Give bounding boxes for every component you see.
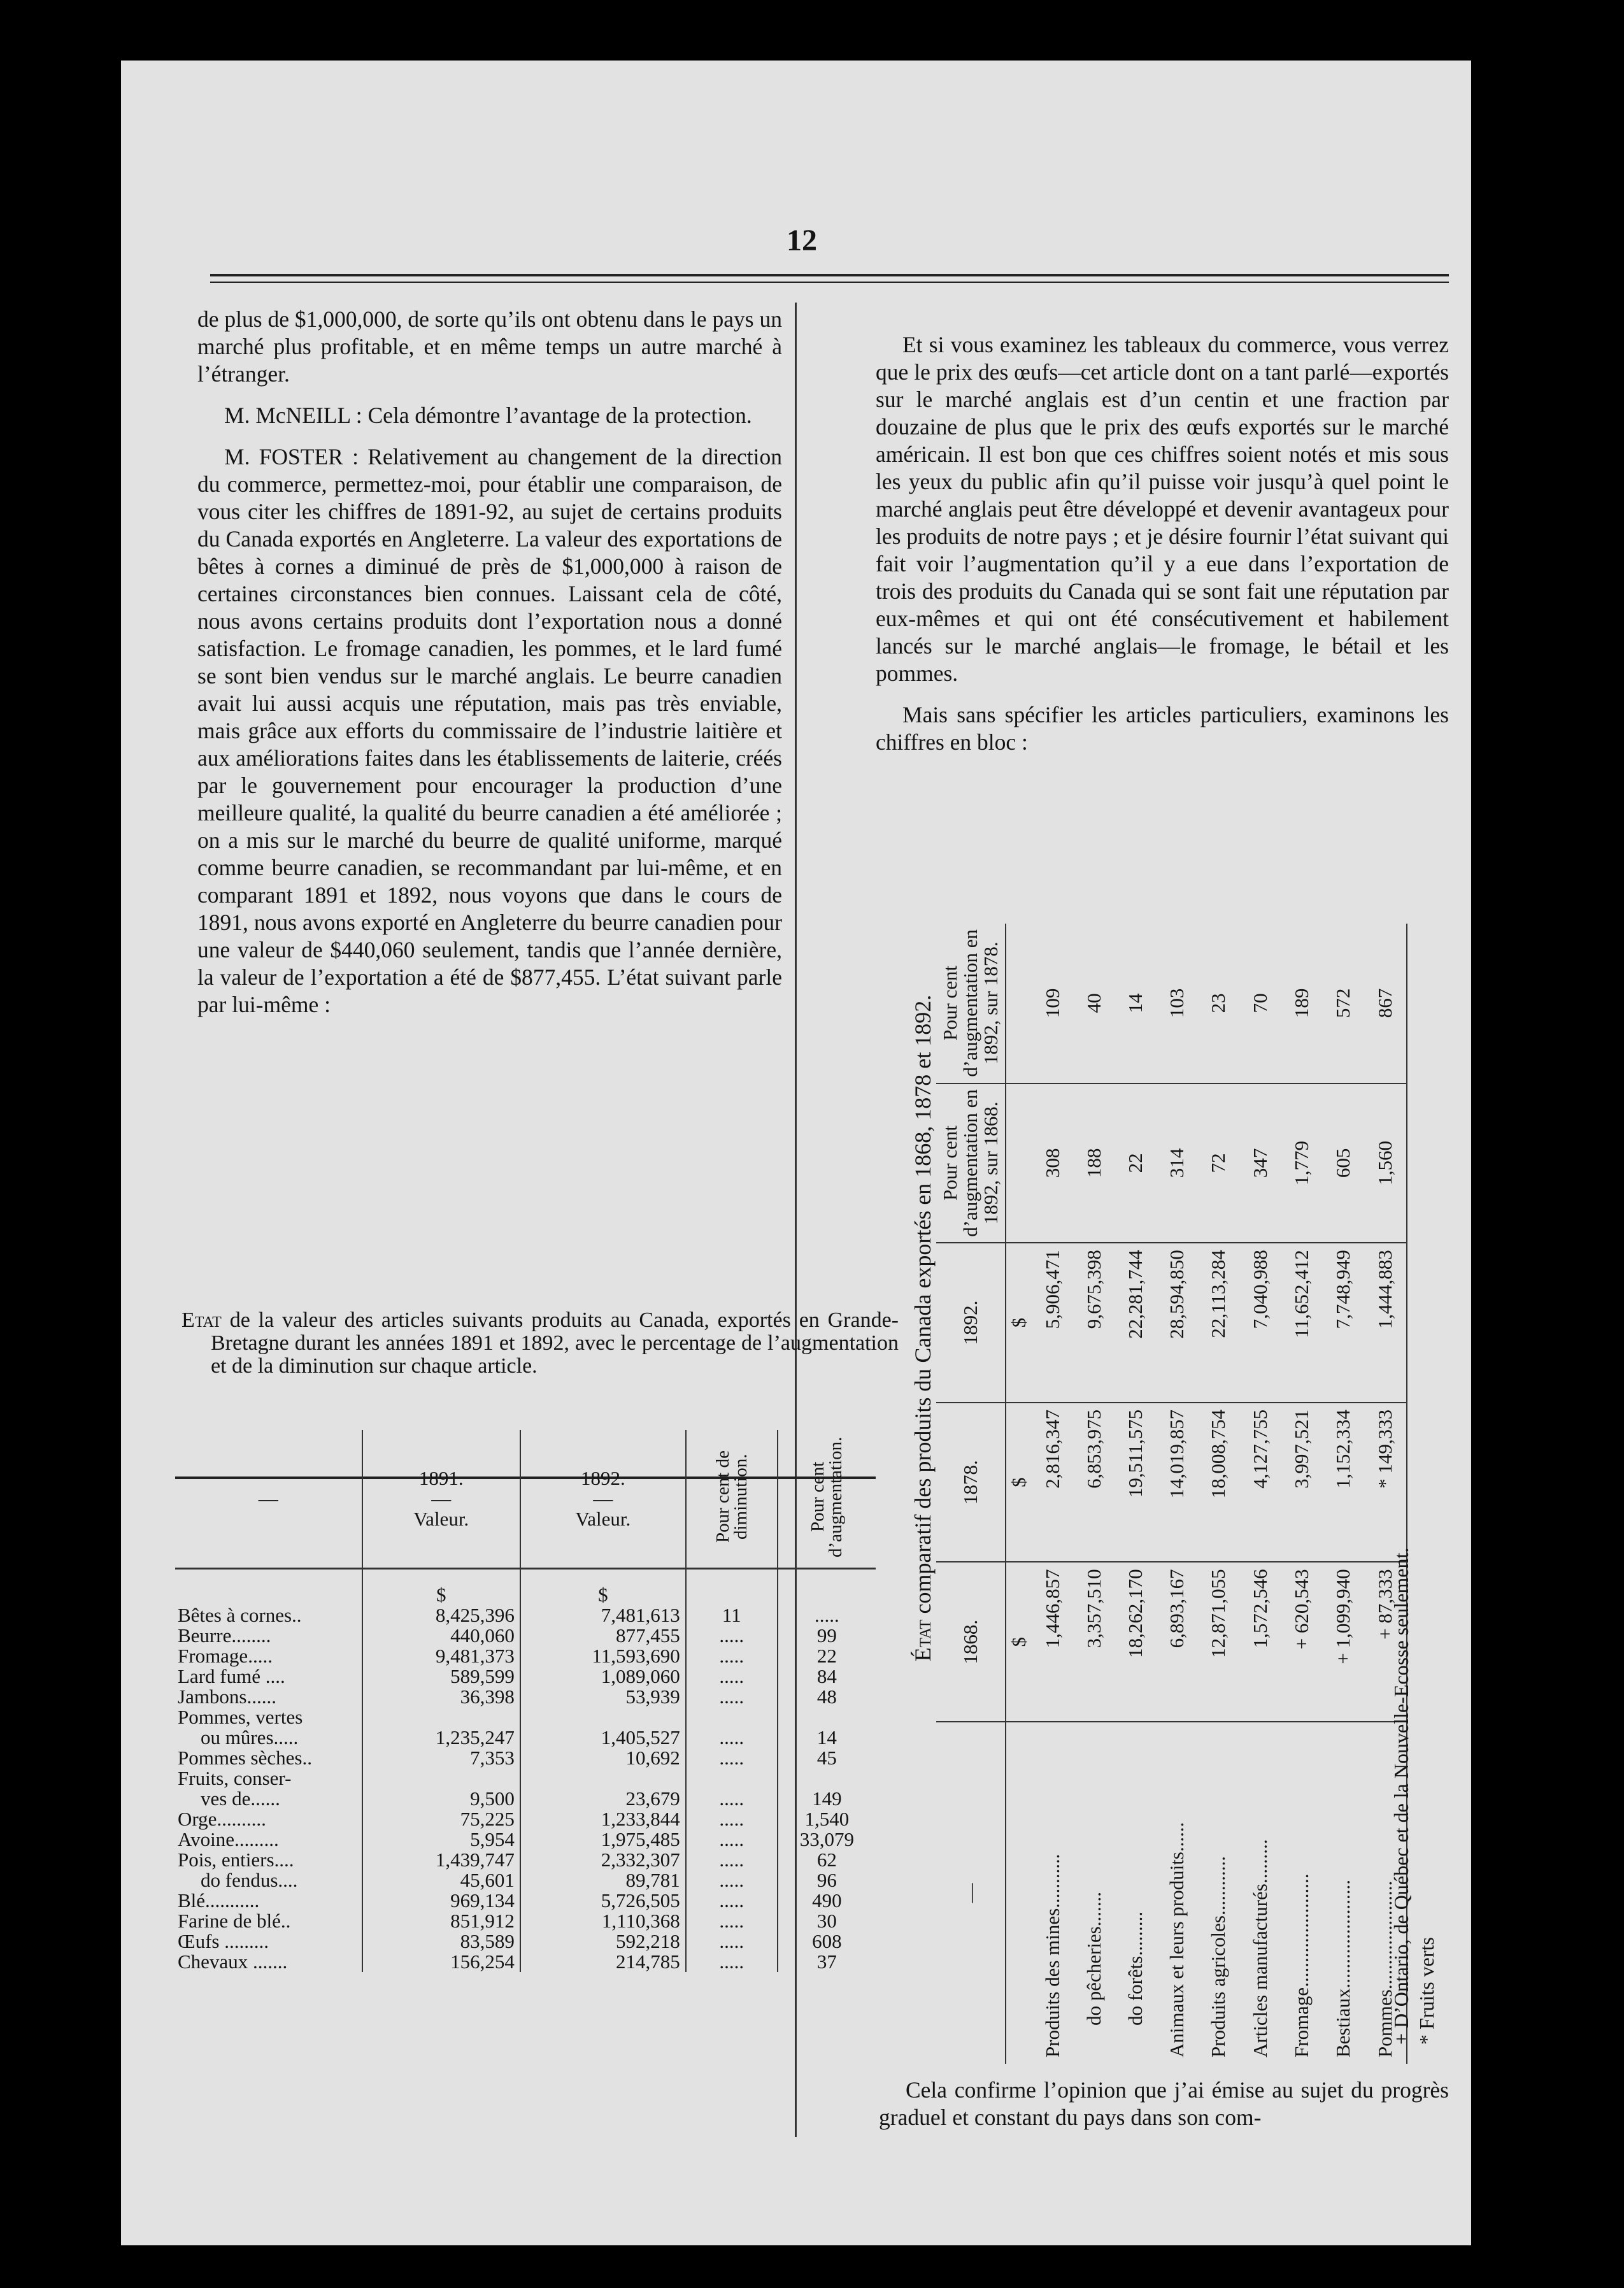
table-cell-pc1878: 109 [1032, 924, 1073, 1083]
table-row [175, 1829, 876, 1850]
table-row [1073, 924, 1115, 2064]
table-cell-v1892: 28,594,850 [1157, 1243, 1198, 1403]
table-cell-item: Fromage..... [178, 1645, 273, 1667]
header-blank: — [936, 1722, 1006, 2064]
table-row [175, 1768, 876, 1789]
table-cell-item: ves de...... [201, 1787, 280, 1810]
table-cell-v1878: 14,019,857 [1157, 1403, 1198, 1562]
table-row [175, 1891, 876, 1911]
table-cell-dim: ..... [686, 1666, 778, 1687]
table-cell [778, 1569, 876, 1606]
table-cell-pc1878: 103 [1157, 924, 1198, 1083]
table-cell-item: Bestiaux...................... [1331, 1880, 1354, 2057]
table-cell [686, 1569, 778, 1606]
table-cell-pc1878: 14 [1115, 924, 1156, 1083]
table-cell-v1892: 1,975,485 [520, 1829, 686, 1850]
header-rule [210, 274, 1449, 276]
table-cell-v1892: 7,040,988 [1239, 1243, 1281, 1403]
currency-symbol: $ [520, 1569, 686, 1606]
table-cell-aug: 490 [778, 1891, 876, 1911]
table-cell-v1892: 11,593,690 [520, 1646, 686, 1666]
table1-caption [182, 1309, 899, 1378]
table-cell-v1878: 3,997,521 [1281, 1403, 1322, 1562]
header-pc-1868: Pour cent d’augmentation en 1892, sur 1868. [936, 1083, 1006, 1243]
table-cell-v1891: 9,481,373 [362, 1646, 520, 1666]
table-cell [1006, 1722, 1032, 2064]
table-cell-dim: ..... [686, 1789, 778, 1809]
table-cell-item: Chevaux ....... [178, 1950, 288, 1973]
table-row [1239, 924, 1281, 2064]
table-cell-pc1868: 308 [1032, 1083, 1073, 1243]
table-cell-aug [778, 1707, 876, 1727]
table-cell-v1868: 1,446,857 [1032, 1562, 1073, 1722]
table-cell-v1891: 36,398 [362, 1687, 520, 1707]
footnote: * Fruits verts [1415, 1937, 1438, 2045]
paragraph [197, 402, 782, 429]
header-1892 [520, 1430, 686, 1569]
table-cell-v1891 [362, 1707, 520, 1727]
diminution-label: Pour cent de diminution. [712, 1450, 751, 1543]
table-cell-aug: 30 [778, 1911, 876, 1931]
table-cell-v1892: 592,218 [520, 1931, 686, 1952]
table-header-row [175, 1430, 876, 1569]
table-cell-pc1878: 189 [1281, 924, 1322, 1083]
table-cell-v1891: 1,439,747 [362, 1850, 520, 1870]
table-cell-item: do pêcheries....... [1082, 1891, 1105, 2026]
table-row [1157, 924, 1198, 2064]
table-cell-dim: ..... [686, 1931, 778, 1952]
table-cell-pc1878: 23 [1198, 924, 1239, 1083]
table-cell-pc1868: 1,560 [1364, 1083, 1407, 1243]
table-cell-v1892: 10,692 [520, 1748, 686, 1768]
value-label: Valeur. [575, 1508, 631, 1530]
table-row [175, 1646, 876, 1666]
speaker-name: M. McNEILL : [224, 403, 362, 428]
title-lead: État [910, 1619, 936, 1662]
table-cell-v1891: 1,235,247 [362, 1727, 520, 1748]
table-cell-item: Fruits, conser- [178, 1767, 292, 1789]
table-row [1115, 924, 1156, 2064]
table-cell-item: Pommes, vertes [178, 1706, 303, 1728]
header-1892: 1892. [936, 1243, 1006, 1403]
caption-text: de la valeur des articles suivants produits au Canada, exportés en Grande-Bretagne durant les années 1891 et 1892, avec le percentage de l’augmentation et de la diminution sur chaque article. [211, 1308, 899, 1378]
table-row [175, 1911, 876, 1931]
paragraph: Et si vous examinez les tableaux du commerce, vous verrez que le prix des œufs—cet article dont on a tant parlé—exportés sur le marché anglais est d’un centin et une fraction par douzaine de plus que le prix des œufs exportés sur le marché américain. Il est bon que ces chiffres soient notés et mis sous les yeux du public afin qu’il puisse voir jusqu’à quel point le marché anglais peut être développé et devenir avantageux pour les produits de notre pays ; et je désire fournir l’état suivant qui fait voir l’augmentation qu’il y a eue dans l’exportation de trois des produits du Canada qui se sont fait une réputation par eux-mêmes et qui ont été consécutivement et habilement lancés sur le marché anglais—le fromage, le bétail et les pommes. [876, 332, 1449, 686]
table-row [1198, 924, 1239, 2064]
table-cell-item: Produits des mines........... [1041, 1854, 1064, 2057]
header-blank: — [175, 1430, 362, 1569]
table-cell-v1892: 53,939 [520, 1687, 686, 1707]
table-cell-v1868: 18,262,170 [1115, 1562, 1156, 1722]
table-cell-pc1878: 867 [1364, 924, 1407, 1083]
table-row [175, 1952, 876, 1972]
paragraph: de plus de $1,000,000, de sorte qu’ils ont obtenu dans le pays un marché plus profitable, et en même temps un autre marché à l’étranger. [197, 306, 782, 387]
table-cell-dim: ..... [686, 1809, 778, 1829]
table-cell-v1892: 7,481,613 [520, 1605, 686, 1626]
currency-symbol: $ [1006, 1243, 1032, 1403]
table-cell-v1878: 6,853,975 [1073, 1403, 1115, 1562]
table-cell-aug: 84 [778, 1666, 876, 1687]
closing-paragraph: Cela confirme l’opinion que j’ai émise au sujet du progrès graduel et constant du pays dans son com- [879, 2077, 1449, 2130]
table-cell-item: Œufs ......... [178, 1930, 269, 1952]
table-cell-v1891: 8,425,396 [362, 1605, 520, 1626]
table-cell-v1878: * 149,333 [1364, 1403, 1407, 1562]
table-cell-aug [778, 1768, 876, 1789]
table-cell-item: Articles manufacturés......... [1248, 1839, 1271, 2057]
table-cell-aug: 608 [778, 1931, 876, 1952]
table-cell-pc1868: 22 [1115, 1083, 1156, 1243]
table-cell-v1892: 1,233,844 [520, 1809, 686, 1829]
table-row [175, 1809, 876, 1829]
table-cell-item: Pommes...................... [1364, 1722, 1407, 2064]
table-cell-pc1868: 605 [1322, 1083, 1364, 1243]
table-cell-v1868: + 620,543 [1281, 1562, 1322, 1722]
table-cell-item: Orge.......... [178, 1808, 266, 1830]
table-cell-pc1878: 572 [1322, 924, 1364, 1083]
table-cell-v1868: + 1,099,940 [1322, 1562, 1364, 1722]
table-cell-item: Jambons...... [178, 1685, 276, 1708]
table-cell-v1891 [362, 1768, 520, 1789]
table-cell-item: ou mûres..... [201, 1726, 299, 1748]
page-number: 12 [787, 224, 817, 257]
dash: — [593, 1487, 613, 1510]
currency-row [1006, 924, 1032, 2064]
caption-lead: Etat [182, 1308, 222, 1332]
table-cell-v1891: 156,254 [362, 1952, 520, 1972]
table-cell-dim: ..... [686, 1727, 778, 1748]
table-cell-dim: ..... [686, 1646, 778, 1666]
header-diminution [686, 1430, 778, 1569]
header-augmentation [778, 1430, 876, 1569]
table-cell-item: do fendus.... [201, 1869, 298, 1891]
table-cell-item: Animaux et leurs produits...... [1165, 1822, 1188, 2057]
table-cell-v1892: 214,785 [520, 1952, 686, 1972]
table-cell-dim: ..... [686, 1911, 778, 1931]
table1 [175, 1430, 876, 1972]
document-page [121, 61, 1471, 2245]
table-cell-item: Lard fumé .... [178, 1665, 285, 1687]
table-cell-item: Fromage....................... [1290, 1873, 1313, 2057]
table-cell [1006, 924, 1032, 1083]
table-cell-v1868: 6,893,167 [1157, 1562, 1198, 1722]
table-cell [1006, 1083, 1032, 1243]
table-row [175, 1727, 876, 1748]
table-cell-v1891: 75,225 [362, 1809, 520, 1829]
table-cell-v1878: 2,816,347 [1032, 1403, 1073, 1562]
table-cell-aug: 1,540 [778, 1809, 876, 1829]
table-cell-v1891: 851,912 [362, 1911, 520, 1931]
speaker-name: M. FOSTER : [224, 444, 359, 469]
table-cell-v1878: 18,008,754 [1198, 1403, 1239, 1562]
table-cell-dim: ..... [686, 1952, 778, 1972]
table-cell-pc1878: 70 [1239, 924, 1281, 1083]
table-cell-dim: ..... [686, 1626, 778, 1646]
table-cell-item: Pommes sèches.. [178, 1747, 312, 1769]
paragraph: Mais sans spécifier les articles particuliers, examinons les chiffres en bloc : [876, 702, 1449, 755]
table-cell-dim [686, 1707, 778, 1727]
table-cell-v1892: 1,089,060 [520, 1666, 686, 1687]
table-header-row [936, 924, 1006, 2064]
table-cell-v1892: 5,906,471 [1032, 1243, 1073, 1403]
table-cell-v1892: 11,652,412 [1281, 1243, 1322, 1403]
speech-text: Relativement au changement de la direction du commerce, permettez-moi, pour établir une comparaison, de vous citer les chiffres de 1891-92, au sujet de certains produits du Canada exportés en Angleterre. La valeur des exportations de bêtes à cornes a diminué de près de $1,000,000 à raison de certaines circonstances bien connues. Laissant cela de côté, nous avons certains produits dont l’exportation nous a donné satisfaction. Le fromage canadien, les pommes, et le lard fumé se sont bien vendus sur le marché anglais. Le beurre canadien avait lui aussi acquis une réputation, mais pas très enviable, mais grâce aux efforts du commissaire de l’industrie laitière et aux améliorations faites dans les établissements de laiterie, créés par le gouvernement pour encourager la production d’une meilleure qualité, la qualité du beurre canadien a été améliorée ; on a mis sur le marché du beurre de qualité uniforme, marqué comme beurre canadien, se recommandant par lui-même, et en comparant 1891 et 1892, nous voyons que dans le cours de 1891, nous avons exporté en Angleterre du beurre canadien pour une valeur de $440,060 seulement, tandis que l’année dernière, la valeur de l’exportation a été de $877,455. L’état suivant parle par lui-même : [197, 444, 782, 1017]
speech-text: Cela démontre l’avantage de la protection. [367, 403, 752, 428]
table-cell-pc1878: 40 [1073, 924, 1115, 1083]
table2 [936, 924, 1407, 2064]
table-cell-v1891: 440,060 [362, 1626, 520, 1646]
table-cell-aug: 48 [778, 1687, 876, 1707]
currency-symbol: $ [1006, 1403, 1032, 1562]
table-cell-item: Bêtes à cornes.. [178, 1604, 302, 1626]
table-cell-item: Farine de blé.. [178, 1910, 291, 1932]
table-cell-v1892 [520, 1707, 686, 1727]
table-row [175, 1931, 876, 1952]
table-cell-v1868: 3,357,510 [1073, 1562, 1115, 1722]
table-cell-v1892: 1,110,368 [520, 1911, 686, 1931]
header-1891 [362, 1430, 520, 1569]
table2-rotated [936, 924, 1407, 2064]
table-cell-v1892: 7,748,949 [1322, 1243, 1364, 1403]
table-cell-v1878: 4,127,755 [1239, 1403, 1281, 1562]
table-cell-v1891: 45,601 [362, 1870, 520, 1891]
title-text: comparatif des produits du Canada exportés en 1868, 1878 et 1892. [910, 994, 936, 1614]
dash: — [431, 1487, 452, 1510]
year-label: 1892. [580, 1467, 625, 1489]
table-cell-v1892: 23,679 [520, 1789, 686, 1809]
table-cell-v1868: + 87,333 [1364, 1562, 1407, 1722]
header-1878: 1878. [936, 1403, 1006, 1562]
table-cell-pc1868: 1,779 [1281, 1083, 1322, 1243]
table-row [1032, 924, 1073, 2064]
currency-symbol: $ [362, 1569, 520, 1606]
table-cell-v1891: 83,589 [362, 1931, 520, 1952]
left-column [197, 306, 782, 1033]
table-cell-v1878: 1,152,334 [1322, 1403, 1364, 1562]
table-cell-v1868: 1,572,546 [1239, 1562, 1281, 1722]
table-row [175, 1626, 876, 1646]
table-row [175, 1707, 876, 1727]
table-row [1322, 924, 1364, 2064]
table-cell-pc1868: 72 [1198, 1083, 1239, 1243]
table-row [175, 1605, 876, 1626]
table-row [175, 1666, 876, 1687]
table-cell-v1868: 12,871,055 [1198, 1562, 1239, 1722]
table-cell-v1878: 19,511,575 [1115, 1403, 1156, 1562]
table-cell-dim: ..... [686, 1748, 778, 1768]
table-cell-v1892: 5,726,505 [520, 1891, 686, 1911]
table-cell-v1892: 877,455 [520, 1626, 686, 1646]
header-rule-thin [210, 282, 1449, 283]
table-cell-v1892: 1,405,527 [520, 1727, 686, 1748]
table-cell-aug: 99 [778, 1626, 876, 1646]
table-cell-item: Beurre........ [178, 1624, 271, 1647]
table-cell-v1892 [520, 1768, 686, 1789]
year-label: 1891. [418, 1467, 464, 1489]
table-cell-dim: ..... [686, 1687, 778, 1707]
table-row [175, 1789, 876, 1809]
table-cell-pc1868: 188 [1073, 1083, 1115, 1243]
table-cell-v1891: 5,954 [362, 1829, 520, 1850]
table-cell-aug: 37 [778, 1952, 876, 1972]
table2-title [907, 812, 939, 1844]
table2-notes [1388, 1497, 1439, 2045]
table-cell-aug: 33,079 [778, 1829, 876, 1850]
table-cell-item: Produits agricoles............ [1207, 1856, 1230, 2057]
table-row [175, 1748, 876, 1768]
table-cell-v1891: 969,134 [362, 1891, 520, 1911]
currency-symbol: $ [1006, 1562, 1032, 1722]
footnote: + D’Ontario, de Québec et de la Nouvelle-Ecosse seulement. [1390, 1547, 1413, 2045]
header-1868: 1868. [936, 1562, 1006, 1722]
table-row [175, 1870, 876, 1891]
table-cell-dim [686, 1768, 778, 1789]
table-cell [175, 1569, 362, 1606]
table-cell-aug: 149 [778, 1789, 876, 1809]
table-cell-item: Pois, entiers.... [178, 1848, 294, 1871]
table-cell-v1892: 9,675,398 [1073, 1243, 1115, 1403]
right-column [876, 331, 1449, 770]
table-cell-item: do forêts......... [1123, 1911, 1146, 2026]
table-cell-aug: 14 [778, 1727, 876, 1748]
table-cell-aug: 62 [778, 1850, 876, 1870]
table-cell-v1892: 2,332,307 [520, 1850, 686, 1870]
table-cell-pc1868: 314 [1157, 1083, 1198, 1243]
table-cell-v1891: 589,599 [362, 1666, 520, 1687]
table-cell-v1892: 22,281,744 [1115, 1243, 1156, 1403]
table-cell-aug: 22 [778, 1646, 876, 1666]
table-cell-v1891: 9,500 [362, 1789, 520, 1809]
table-cell-aug: 45 [778, 1748, 876, 1768]
table-cell-v1891: 7,353 [362, 1748, 520, 1768]
header-pc-1878: Pour cent d’augmentation en 1892, sur 1878. [936, 924, 1006, 1083]
table-row [175, 1687, 876, 1707]
paragraph [197, 443, 782, 1019]
currency-row [175, 1569, 876, 1606]
table-cell-pc1868: 347 [1239, 1083, 1281, 1243]
table-row [175, 1850, 876, 1870]
table-row [1281, 924, 1322, 2064]
table-cell-dim: ..... [686, 1870, 778, 1891]
table-cell-dim: 11 [686, 1605, 778, 1626]
table-cell-aug: 96 [778, 1870, 876, 1891]
table-cell-dim: ..... [686, 1850, 778, 1870]
table-cell-item: Blé........... [178, 1889, 260, 1912]
table-cell-item: Avoine......... [178, 1828, 279, 1850]
table-cell-aug: ..... [778, 1605, 876, 1626]
table-cell-v1892: 1,444,883 [1364, 1243, 1407, 1403]
table-cell-v1892: 22,113,284 [1198, 1243, 1239, 1403]
augmentation-label: Pour cent d’augmentation. [808, 1436, 846, 1557]
table-cell-dim: ..... [686, 1829, 778, 1850]
table-cell-dim: ..... [686, 1891, 778, 1911]
table-cell-v1892: 89,781 [520, 1870, 686, 1891]
value-label: Valeur. [413, 1508, 469, 1530]
